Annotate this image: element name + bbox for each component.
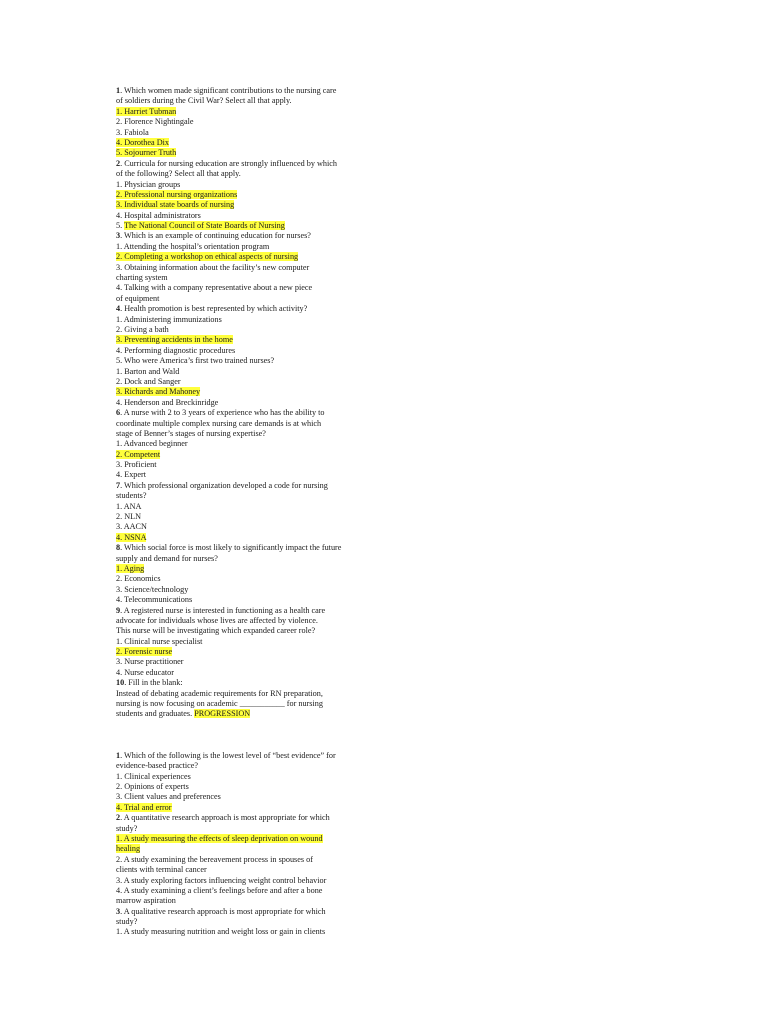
question-number: 2	[116, 158, 121, 168]
line-text: of equipment	[116, 293, 160, 303]
line-text: 2. Economics	[116, 574, 161, 584]
text-line	[116, 803, 386, 813]
line-text: . A qualitative research approach is most appropriate for which	[120, 906, 326, 916]
line-text: 2. Florence Nightingale	[116, 117, 194, 127]
highlighted-answer: 3. Richards and Mahoney	[116, 387, 201, 397]
line-text: coordinate multiple complex nursing care demands is at which	[116, 418, 322, 428]
question-number: 1	[116, 750, 121, 760]
text-line	[116, 606, 386, 616]
text-line	[116, 917, 386, 927]
line-text: 1. Attending the hospital’s orientation program	[116, 241, 270, 251]
text-line	[116, 117, 386, 127]
text-line	[116, 647, 386, 657]
text-line	[116, 554, 386, 564]
highlighted-answer: 3. Individual state boards of nursing	[116, 200, 235, 210]
line-text: 3. Fabiola	[116, 127, 149, 137]
line-text: stage of Benner’s stages of nursing expertise?	[116, 428, 266, 438]
highlighted-answer: 2. Completing a workshop on ethical aspects of nursing	[116, 252, 299, 262]
text-line	[116, 263, 386, 273]
highlighted-answer: 3. Preventing accidents in the home	[116, 335, 233, 345]
line-text: This nurse will be investigating which expanded career role?	[116, 626, 316, 636]
text-line	[116, 128, 386, 138]
text-line	[116, 626, 386, 636]
text-line	[116, 408, 386, 418]
line-text: 2. A study examining the bereavement process in spouses of	[116, 854, 313, 864]
text-line	[116, 751, 386, 761]
question-number: 4	[116, 304, 121, 314]
text-line	[116, 377, 386, 387]
text-line	[116, 367, 386, 377]
highlighted-answer: 1. Harriet Tubman	[116, 106, 177, 116]
text-line	[116, 335, 386, 345]
option-prefix: 5.	[116, 221, 125, 231]
line-text: advocate for individuals whose lives are affected by violence.	[116, 615, 318, 625]
highlighted-answer: 2. Competent	[116, 449, 161, 459]
text-line	[116, 689, 386, 699]
text-line	[116, 668, 386, 678]
text-line	[116, 491, 386, 501]
line-text: . Which of the following is the lowest level of “best evidence” for	[120, 750, 336, 760]
question-number: 10	[116, 678, 125, 688]
question-number: 8	[116, 543, 121, 553]
highlighted-answer: 1. A study measuring the effects of sleep deprivation on wound	[116, 833, 323, 843]
text-line	[116, 148, 386, 158]
text-line	[116, 138, 386, 148]
text-line	[116, 419, 386, 429]
text-line	[116, 252, 386, 262]
question-number: 3	[116, 906, 121, 916]
text-line	[116, 221, 386, 231]
question-number: 3	[116, 231, 121, 241]
text-line	[116, 190, 386, 200]
question-number: 2	[116, 813, 121, 823]
text-line	[116, 709, 386, 719]
text-line	[116, 585, 386, 595]
line-text: 4. A study examining a client’s feelings before and after a bone	[116, 885, 323, 895]
line-text: . Which professional organization developed a code for nursing	[120, 480, 328, 490]
text-line	[116, 522, 386, 532]
text-line	[116, 450, 386, 460]
text-line	[116, 574, 386, 584]
text-line	[116, 470, 386, 480]
text-line	[116, 855, 386, 865]
line-text: 3. AACN	[116, 522, 147, 532]
line-text: Instead of debating academic requirements for RN preparation,	[116, 688, 323, 698]
text-line	[116, 169, 386, 179]
text-line	[116, 273, 386, 283]
text-line	[116, 86, 386, 96]
highlighted-answer: 4. Trial and error	[116, 802, 172, 812]
highlighted-answer: PROGRESSION	[194, 709, 251, 719]
text-line	[116, 865, 386, 875]
line-text: 1. A study measuring nutrition and weight loss or gain in clients	[116, 927, 326, 937]
text-line	[116, 564, 386, 574]
text-line	[116, 834, 386, 844]
line-text: 3. Obtaining information about the facility’s new computer	[116, 262, 310, 272]
text-line	[116, 616, 386, 626]
text-line	[116, 481, 386, 491]
line-text: 3. Proficient	[116, 460, 157, 470]
line-text: 1. Advanced beginner	[116, 439, 188, 449]
text-line	[116, 231, 386, 241]
text-line	[116, 907, 386, 917]
line-text: . A quantitative research approach is most appropriate for which	[120, 813, 330, 823]
line-text: 1. Barton and Wald	[116, 366, 180, 376]
line-text: 3. Nurse practitioner	[116, 657, 184, 667]
text-line	[116, 699, 386, 709]
text-line	[116, 387, 386, 397]
text-line	[116, 896, 386, 906]
line-text: 3. Science/technology	[116, 584, 189, 594]
text-line	[116, 200, 386, 210]
text-line	[116, 876, 386, 886]
text-line	[116, 304, 386, 314]
highlighted-answer: 4. Dorothea Dix	[116, 137, 169, 147]
line-text: 4. Henderson and Breckinridge	[116, 397, 219, 407]
text-line	[116, 439, 386, 449]
line-text: . Which is an example of continuing education for nurses?	[120, 231, 311, 241]
question-number: 6	[116, 408, 121, 418]
line-text: 4. Hospital administrators	[116, 210, 201, 220]
text-line	[116, 782, 386, 792]
text-line	[116, 792, 386, 802]
line-text: . Which women made significant contributions to the nursing care	[120, 86, 337, 95]
line-text: supply and demand for nurses?	[116, 553, 218, 563]
text-line	[116, 242, 386, 252]
line-text: 4. Performing diagnostic procedures	[116, 345, 236, 355]
text-line	[116, 761, 386, 771]
highlighted-answer: 4. NSNA	[116, 532, 147, 542]
line-text: 3. A study exploring factors influencing weight control behavior	[116, 875, 327, 885]
line-text: 1. ANA	[116, 501, 142, 511]
line-text: students?	[116, 491, 147, 501]
question-number: 9	[116, 605, 121, 615]
line-text: . Health promotion is best represented by which activity?	[120, 304, 308, 314]
line-text: nursing is now focusing on academic ___________ for nursing	[116, 699, 323, 709]
document-body	[116, 86, 386, 938]
line-text: 4. Expert	[116, 470, 147, 480]
text-line	[116, 543, 386, 553]
text-line	[116, 107, 386, 117]
line-text: study?	[116, 823, 138, 833]
section-gap	[116, 720, 386, 751]
text-line	[116, 429, 386, 439]
text-line	[116, 460, 386, 470]
line-text: 1. Physician groups	[116, 179, 181, 189]
line-text: 2. NLN	[116, 512, 142, 522]
text-line	[116, 315, 386, 325]
text-line	[116, 512, 386, 522]
line-text: 2. Giving a bath	[116, 324, 169, 334]
text-line	[116, 346, 386, 356]
highlighted-answer: 5. Sojourner Truth	[116, 148, 177, 158]
line-text: 4. Nurse educator	[116, 667, 174, 677]
line-text: 3. Client values and preferences	[116, 792, 221, 802]
line-text: 4. Telecommunications	[116, 595, 193, 605]
line-text: 4. Talking with a company representative about a new piece	[116, 283, 313, 293]
text-line	[116, 927, 386, 937]
question-number: 7	[116, 480, 121, 490]
text-line	[116, 772, 386, 782]
text-line	[116, 211, 386, 221]
text-line	[116, 595, 386, 605]
line-text: study?	[116, 917, 138, 927]
line-text: students and graduates.	[116, 709, 195, 719]
highlighted-answer: healing	[116, 844, 141, 854]
line-text: . A registered nurse is interested in functioning as a health care	[120, 605, 326, 615]
line-text: 2. Dock and Sanger	[116, 376, 181, 386]
text-line	[116, 159, 386, 169]
text-line	[116, 657, 386, 667]
line-text: . Which social force is most likely to significantly impact the future	[120, 543, 342, 553]
text-line	[116, 824, 386, 834]
line-text: . Fill in the blank:	[124, 678, 183, 688]
highlighted-answer: 2. Forensic nurse	[116, 647, 173, 657]
text-line	[116, 325, 386, 335]
line-text: of soldiers during the Civil War? Select all that apply.	[116, 96, 292, 106]
line-text: 1. Clinical nurse specialist	[116, 636, 203, 646]
line-text: . A nurse with 2 to 3 years of experience who has the ability to	[120, 408, 325, 418]
text-line	[116, 886, 386, 896]
line-text: evidence-based practice?	[116, 761, 199, 771]
text-line	[116, 398, 386, 408]
text-line	[116, 678, 386, 688]
line-text: 5. Who were America’s first two trained nurses?	[116, 356, 275, 366]
line-text: . Curricula for nursing education are strongly influenced by which	[120, 158, 337, 168]
highlighted-answer: The National Council of State Boards of Nursing	[124, 221, 285, 231]
text-line	[116, 813, 386, 823]
line-text: 1. Administering immunizations	[116, 314, 222, 324]
text-line	[116, 637, 386, 647]
line-text: 1. Clinical experiences	[116, 771, 191, 781]
text-line	[116, 844, 386, 854]
text-line	[116, 356, 386, 366]
question-number: 1	[116, 86, 121, 95]
text-line	[116, 283, 386, 293]
text-line	[116, 96, 386, 106]
text-line	[116, 180, 386, 190]
highlighted-answer: 1. Aging	[116, 563, 145, 573]
text-line	[116, 502, 386, 512]
line-text: marrow aspiration	[116, 896, 176, 906]
highlighted-answer: 2. Professional nursing organizations	[116, 189, 238, 199]
line-text: 2. Opinions of experts	[116, 782, 189, 791]
line-text: clients with terminal cancer	[116, 865, 207, 875]
line-text: of the following? Select all that apply.	[116, 169, 241, 179]
line-text: charting system	[116, 273, 168, 283]
text-line	[116, 533, 386, 543]
text-line	[116, 294, 386, 304]
